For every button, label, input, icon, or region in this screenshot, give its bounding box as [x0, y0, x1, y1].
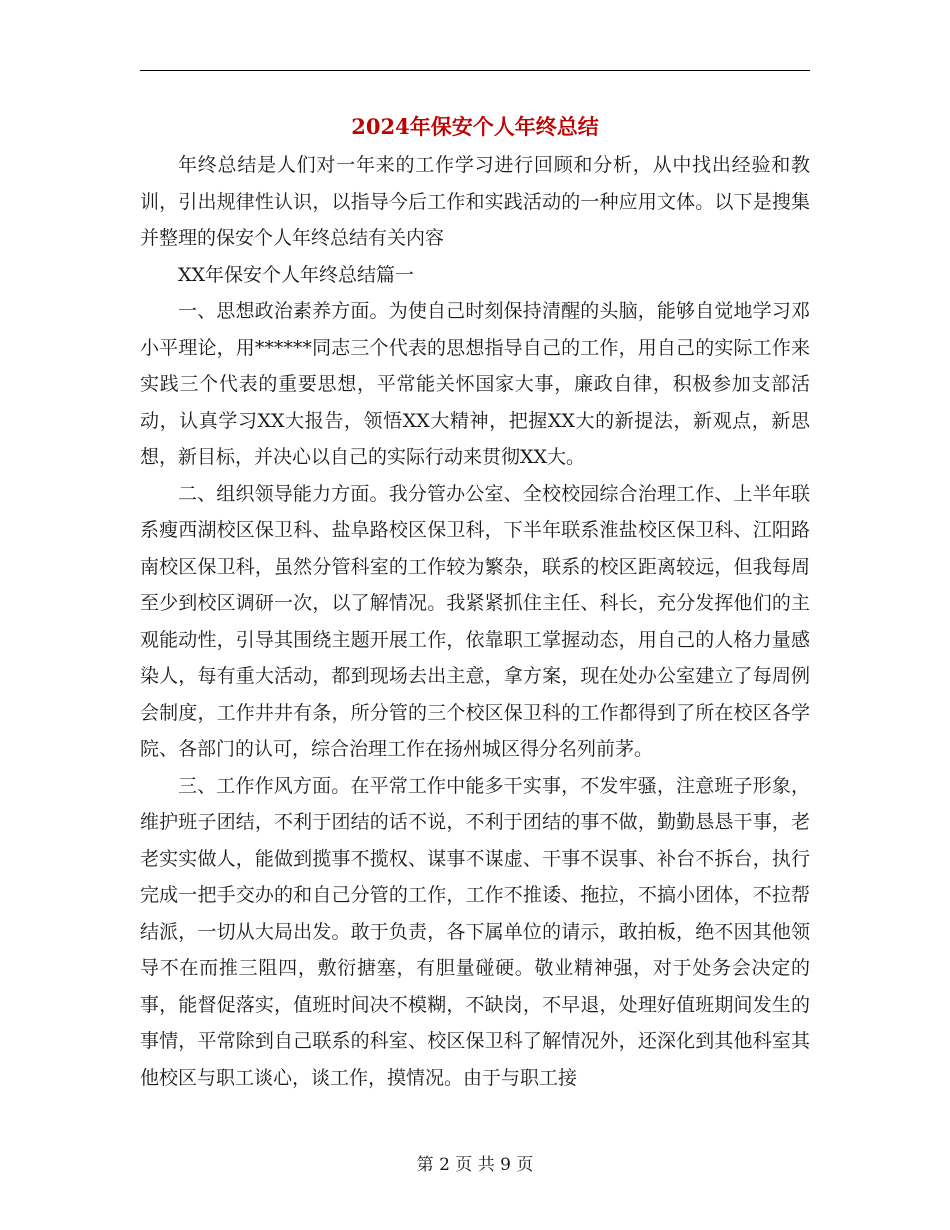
intro-paragraph: 年终总结是人们对一年来的工作学习进行回顾和分析，从中找出经验和教训，引出规律性认识，以指导今后工作和实践活动的一种应用文体。以下是搜集并整理的保安个人年终总结有关内容: [140, 154, 810, 249]
page-number-footer: 第 2 页 共 9 页: [416, 1155, 534, 1175]
header-rule: [140, 70, 810, 71]
paragraph-political: 一、思想政治素养方面。为使自己时刻保持清醒的头脑，能够自觉地学习邓小平理论，用******同志三个代表的思想指导自己的工作，用自己的实际工作来实践三个代表的重要思想，平常能关怀国家大事，廉政自律，积极参加支部活动，认真学习XX大报告，领悟XX大精神，把握XX大的新提法，新观点，新思想，新目标，并决心以自己的实际行动来贯彻XX大。: [140, 300, 810, 468]
paragraph-leadership: 二、组织领导能力方面。我分管办公室、全校校园综合治理工作、上半年联系瘦西湖校区保卫科、盐阜路校区保卫科，下半年联系淮盐校区保卫科、江阳路南校区保卫科，虽然分管科室的工作较为繁杂，联系的校区距离较远，但我每周至少到校区调研一次，以了解情况。我紧紧抓住主任、科长，充分发挥他们的主观能动性，引导其围绕主题开展工作，依靠职工掌握动态，用自己的人格力量感染人，每有重大活动，都到现场去出主意，拿方案，现在处办公室建立了每周例会制度，工作井井有条，所分管的三个校区保卫科的工作都得到了所在校区各学院、各部门的认可，综合治理工作在扬州城区得分名列前茅。: [140, 482, 810, 760]
document-title: 2024年保安个人年终总结: [351, 114, 599, 139]
document-body: [140, 147, 810, 1096]
paragraph-work-style: 三、工作作风方面。在平常工作中能多干实事，不发牢骚，注意班子形象，维护班子团结，不利于团结的话不说，不利于团结的事不做，勤勤恳恳干事，老老实实做人，能做到揽事不揽权、谋事不谋虚、干事不误事、补台不拆台，执行完成一把手交办的和自己分管的工作，工作不推诿、拖拉，不搞小团体，不拉帮结派，一切从大局出发。敢于负责，各下属单位的请示，敢拍板，绝不因其他领导不在而推三阻四，敷衍搪塞，有胆量碰硬。敬业精神强，对于处务会决定的事，能督促落实，值班时间决不模糊，不缺岗，不早退，处理好值班期间发生的事情，平常除到自己联系的科室、校区保卫科了解情况外，还深化到其他科室其他校区与职工谈心，谈工作，摸情况。由于与职工接: [140, 774, 810, 1089]
section-heading: XX年保安个人年终总结篇一: [178, 263, 415, 286]
